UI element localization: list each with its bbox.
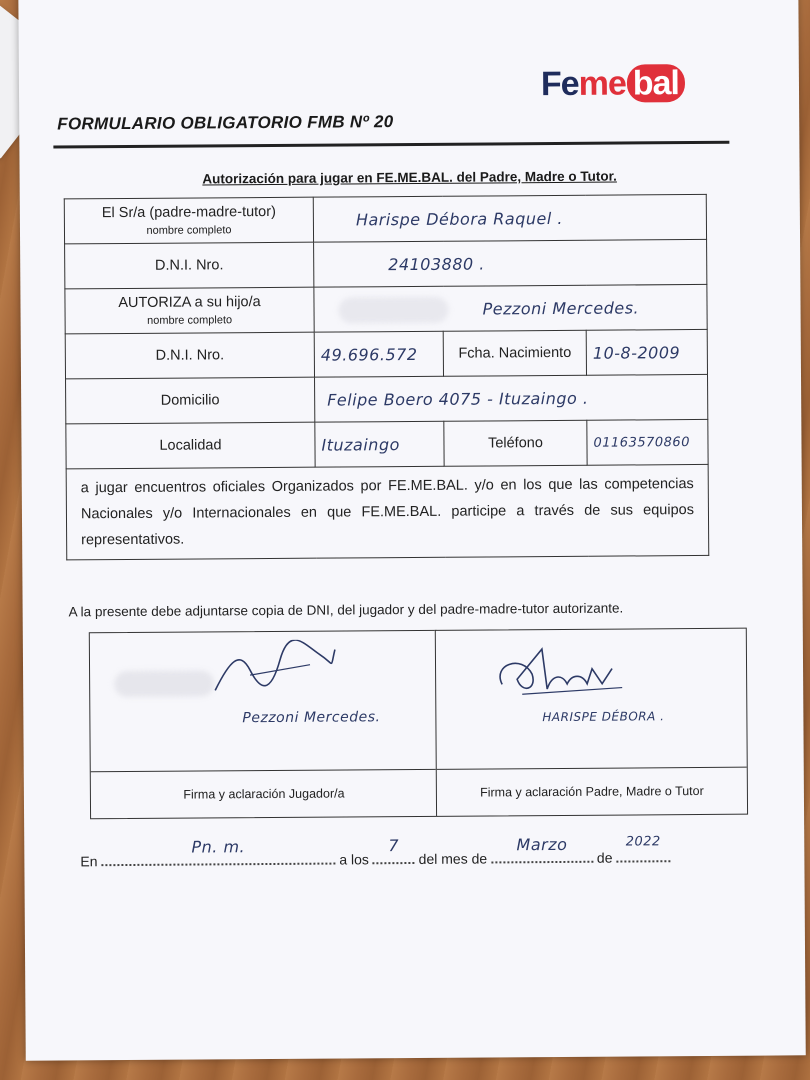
child-dni-row: [65, 329, 707, 378]
parent-label: El Sr/a (padre-madre-tutor): [101, 203, 276, 222]
child-row: [65, 284, 707, 333]
parent-signature-scribble: [492, 643, 632, 704]
place-field[interactable]: [101, 837, 335, 867]
authorization-text-row: [66, 464, 709, 559]
phone-label: Teléfono: [444, 420, 587, 466]
city-value: Ituzaingo: [321, 434, 400, 455]
parent-dni-row: [65, 239, 707, 288]
a-los-label: a los: [339, 851, 369, 868]
de-label: de: [596, 849, 613, 866]
femebal-logo: Feme bal: [541, 64, 685, 104]
attachment-note: A la presente debe adjuntarse copia de DNI, del jugador y del padre-madre-tutor autorizante.: [68, 600, 624, 620]
child-dni-value: 49.696.572: [320, 344, 418, 365]
authorization-table: [64, 194, 710, 560]
month-field[interactable]: [491, 834, 593, 864]
place-value: Pn. m.: [191, 837, 246, 857]
parent-value-cell[interactable]: [313, 194, 706, 242]
child-label-cell: [65, 287, 314, 334]
city-row: [66, 419, 708, 468]
redacted-smudge: [114, 670, 214, 697]
address-value-cell[interactable]: [315, 374, 708, 422]
player-signature-scribble: [210, 640, 340, 701]
city-value-cell[interactable]: [315, 421, 444, 467]
address-row: [66, 374, 708, 423]
form-title: FORMULARIO OBLIGATORIO FMB Nº 20: [57, 112, 394, 134]
player-signature-area[interactable]: [90, 631, 437, 772]
year-value: 2022: [625, 834, 661, 850]
parent-dni-value-cell[interactable]: [314, 239, 707, 287]
birth-value-cell[interactable]: [586, 329, 707, 375]
authorization-form-sheet: [18, 0, 806, 1061]
player-printed-name: Pezzoni Mercedes.: [242, 709, 381, 727]
en-label: En: [80, 853, 98, 870]
child-value-cell[interactable]: [314, 284, 707, 332]
parent-dni-value: 24103880 .: [388, 253, 485, 274]
place-date-line: [80, 834, 670, 870]
day-field[interactable]: [373, 836, 415, 864]
address-value: Felipe Boero 4075 - Ituzaingo .: [327, 388, 589, 410]
year-field[interactable]: [616, 834, 670, 862]
month-value: Marzo: [516, 834, 568, 855]
child-dni-label: D.N.I. Nro.: [65, 332, 314, 379]
parent-signature-caption: Firma y aclaración Padre, Madre o Tutor: [480, 783, 704, 800]
phone-value-cell[interactable]: [587, 419, 708, 465]
city-label: Localidad: [66, 422, 315, 469]
player-signature-caption: Firma y aclaración Jugador/a: [183, 786, 345, 802]
address-label: Domicilio: [66, 377, 315, 424]
authorization-text: a jugar encuentros oficiales Organizados por FE.ME.BAL. y/o en los que las competencias Nacionales y/o Internacionales en que FE.ME.BAL. participe a través de sus equipos representativos.: [66, 464, 709, 559]
mes-label: del mes de: [418, 850, 488, 867]
parent-row: [64, 194, 706, 243]
parent-sublabel: nombre completo: [146, 224, 232, 237]
child-label: AUTORIZA a su hijo/a: [118, 294, 261, 312]
redacted-smudge: [338, 297, 448, 324]
parent-label-cell: [64, 197, 313, 244]
child-name-value: Pezzoni Mercedes.: [482, 297, 640, 319]
birth-label: Fcha. Nacimiento: [443, 330, 586, 376]
phone-value: 01163570860: [593, 435, 691, 451]
child-dni-value-cell[interactable]: [314, 331, 443, 377]
day-value: 7: [388, 836, 400, 856]
title-divider: [53, 141, 729, 149]
player-signature-box: [89, 630, 438, 819]
parent-dni-label: D.N.I. Nro.: [65, 242, 314, 289]
form-subtitle: Autorización para jugar en FE.ME.BAL. del Padre, Madre o Tutor.: [202, 168, 617, 187]
birth-value: 10-8-2009: [592, 342, 681, 363]
parent-signature-box: [435, 628, 748, 817]
child-sublabel: nombre completo: [147, 314, 233, 327]
parent-signature-area[interactable]: [436, 629, 747, 770]
parent-name-value: Harispe Débora Raquel .: [355, 208, 564, 229]
parent-printed-name: HARISPE DÉBORA .: [542, 709, 665, 725]
